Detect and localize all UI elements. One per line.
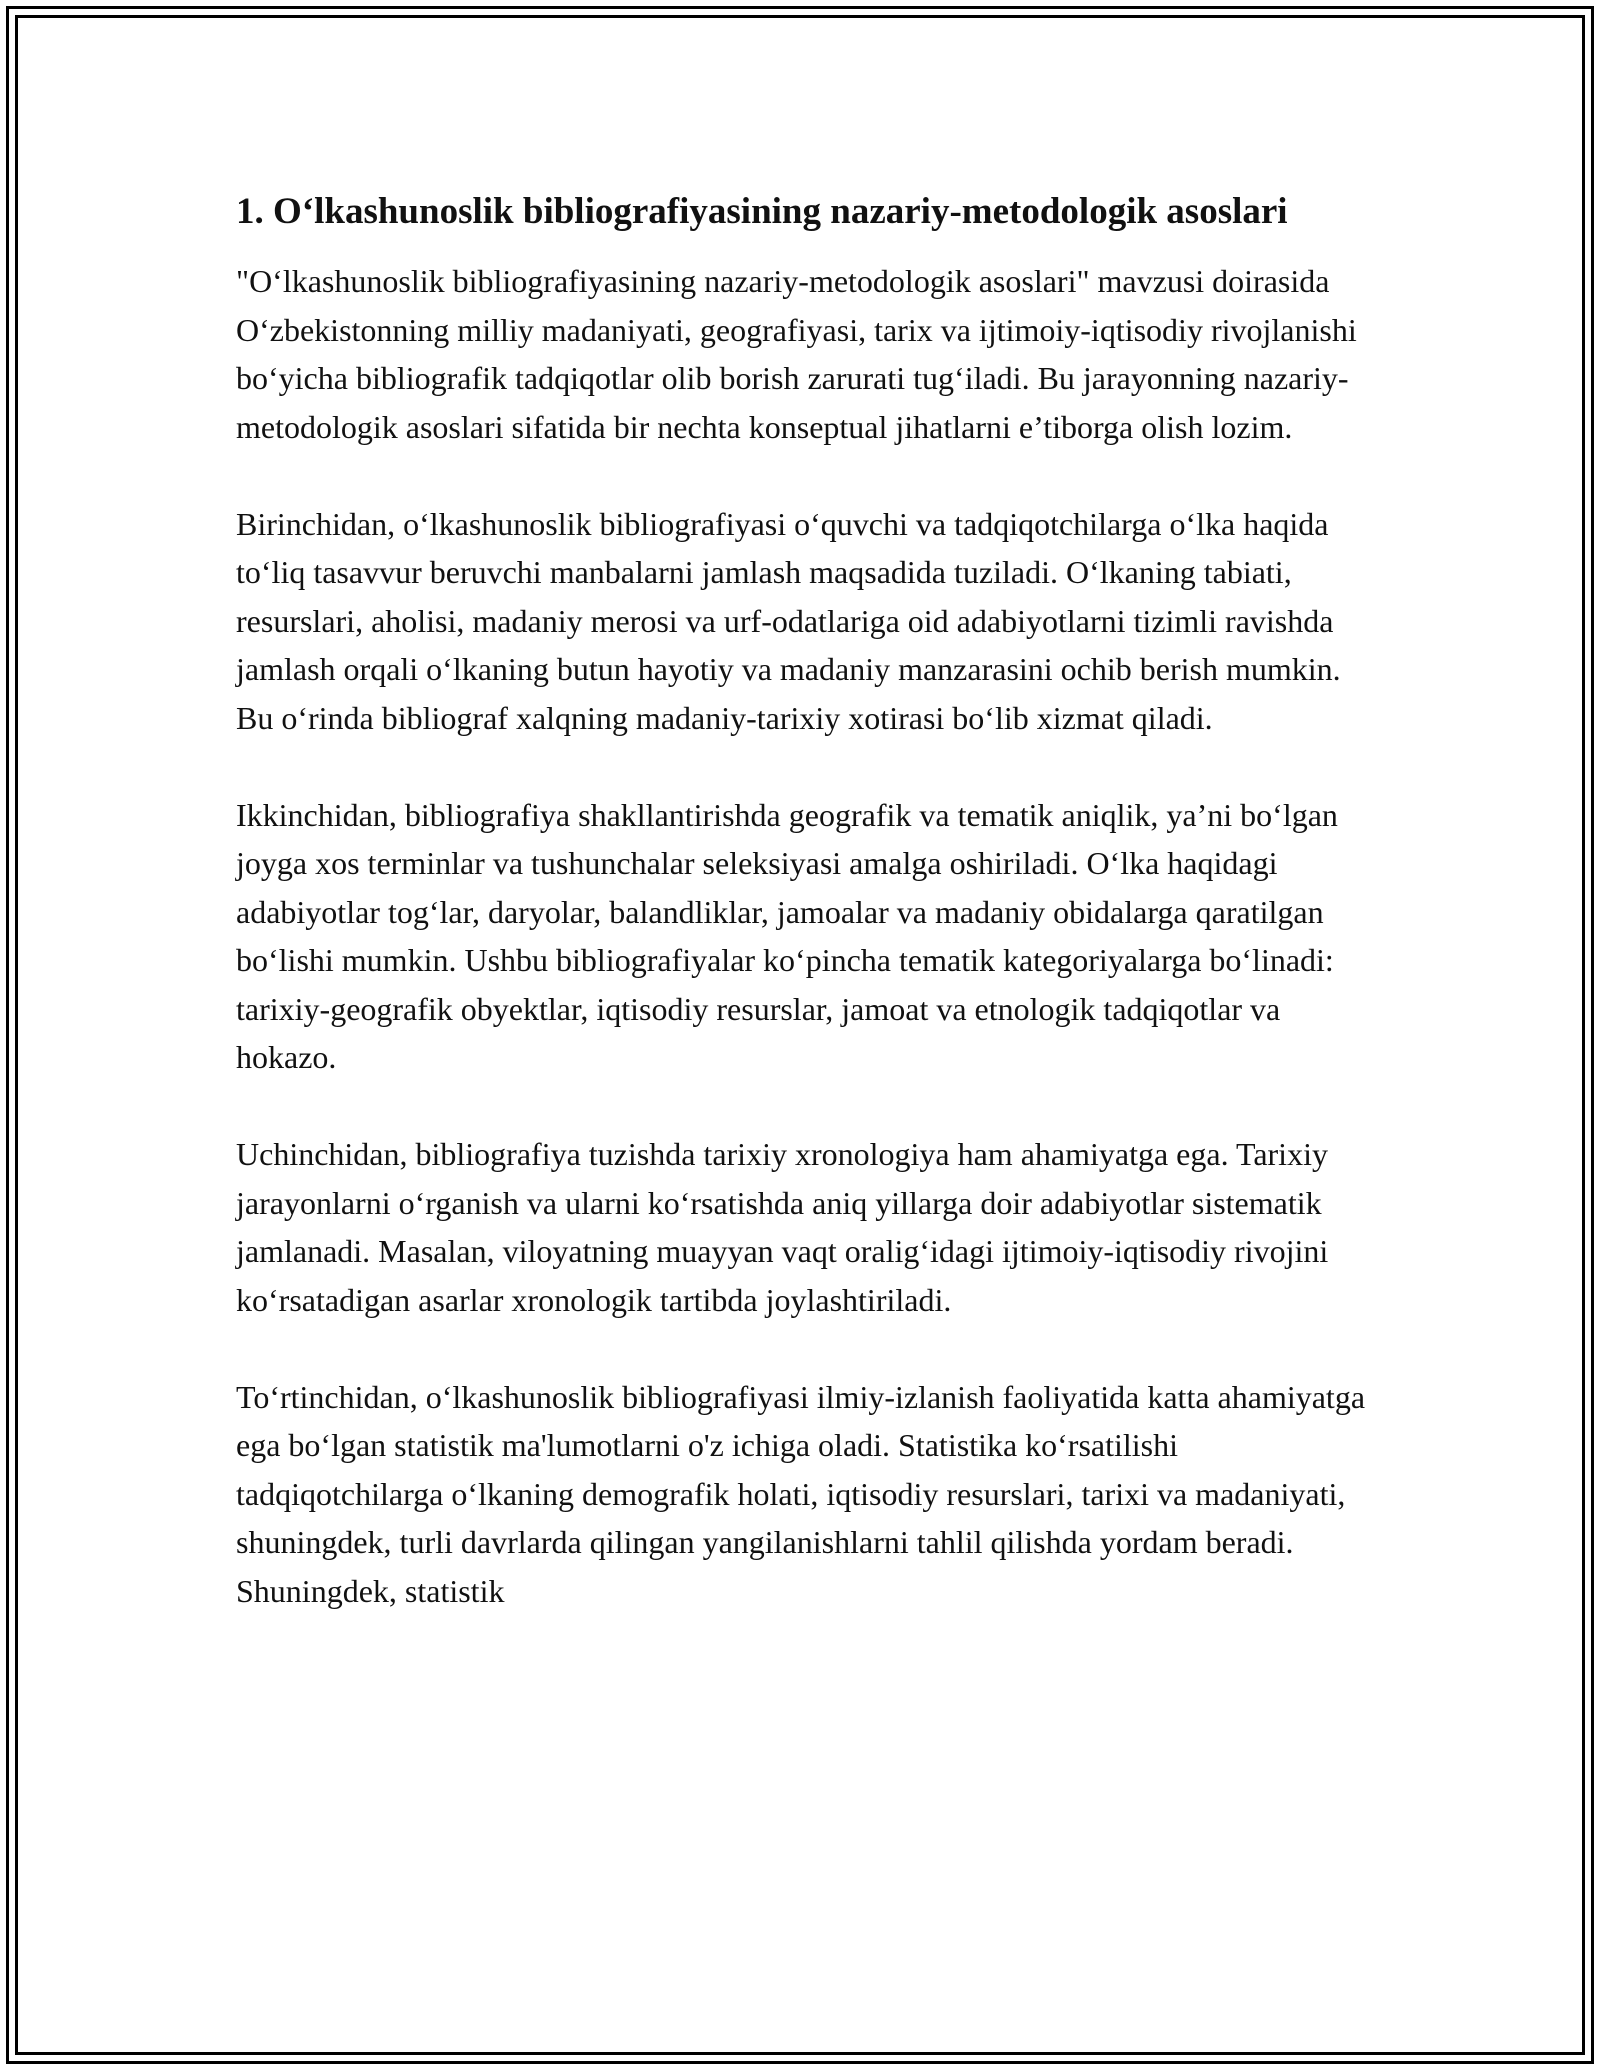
paragraph-first: Birinchidan, o‘lkashunoslik bibliografiyasi o‘quvchi va tadqiqotchilarga o‘lka haqida to‘liq tasavvur beruvchi manbalarni jamlash maqsadida tuziladi. O‘lkaning tabiati, resurslari, aholisi, madaniy merosi va urf-odatlariga oid adabiyotlarni tizimli ravishda jamlash orqali o‘lkaning butun hayotiy va madaniy manzarasini ochib berish mumkin. Bu o‘rinda bibliograf xalqning madaniy-tarixiy xotirasi bo‘lib xizmat qiladi.	[236, 505, 1341, 736]
document-body	[236, 185, 1366, 1664]
paragraph-second: Ikkinchidan, bibliografiya shakllantirishda geografik va tematik aniqlik, ya’ni bo‘lgan joyga xos terminlar va tushunchalar seleksiyasi amalga oshiriladi. O‘lka haqidagi adabiyotlar tog‘lar, daryolar, balandliklar, jamoalar va madaniy obidalarga qaratilgan bo‘lishi mumkin. Ushbu bibliografiyalar ko‘pincha tematik kategoriyalarga bo‘linadi: tarixiy-geografik obyektlar, iqtisodiy resurslar, jamoat va etnologik tadqiqotlar va hokazo.	[236, 796, 1338, 1075]
paragraph-third: Uchinchidan, bibliografiya tuzishda tarixiy xronologiya ham ahamiyatga ega. Tarixiy jarayonlarni o‘rganish va ularni ko‘rsatishda aniq yillarga doir adabiyotlar sistematik jamlanadi. Masalan, viloyatning muayyan vaqt oralig‘idagi ijtimoiy-iqtisodiy rivojini ko‘rsatadigan asarlar xronologik tartibda joylashtiriladi.	[236, 1136, 1329, 1318]
paragraph-fourth: To‘rtinchidan, o‘lkashunoslik bibliografiyasi ilmiy-izlanish faoliyatida katta ahamiyatga ega bo‘lgan statistik ma'lumotlarni o'z ichiga oladi. Statistika ko‘rsatilishi tadqiqotchilarga o‘lkaning demografik holati, iqtisodiy resurslari, tarixi va madaniyati, shuningdek, turli davrlarda qilingan yangilanishlarni tahlil qilishda yordam beradi. Shuningdek, statistik	[236, 1378, 1366, 1609]
section-heading: 1. O‘lkashunoslik bibliografiyasining nazariy-metodologik asoslari	[236, 191, 1288, 232]
paragraph-intro: "O‘lkashunoslik bibliografiyasining nazariy-metodologik asoslari" mavzusi doirasida O‘zbekistonning milliy madaniyati, geografiyasi, tarix va ijtimoiy-iqtisodiy rivojlanishi bo‘yicha bibliografik tadqiqotlar olib borish zarurati tug‘iladi. Bu jarayonning nazariy-metodologik asoslari sifatida bir nechta konseptual jihatlarni e’tiborga olish lozim.	[236, 263, 1357, 445]
